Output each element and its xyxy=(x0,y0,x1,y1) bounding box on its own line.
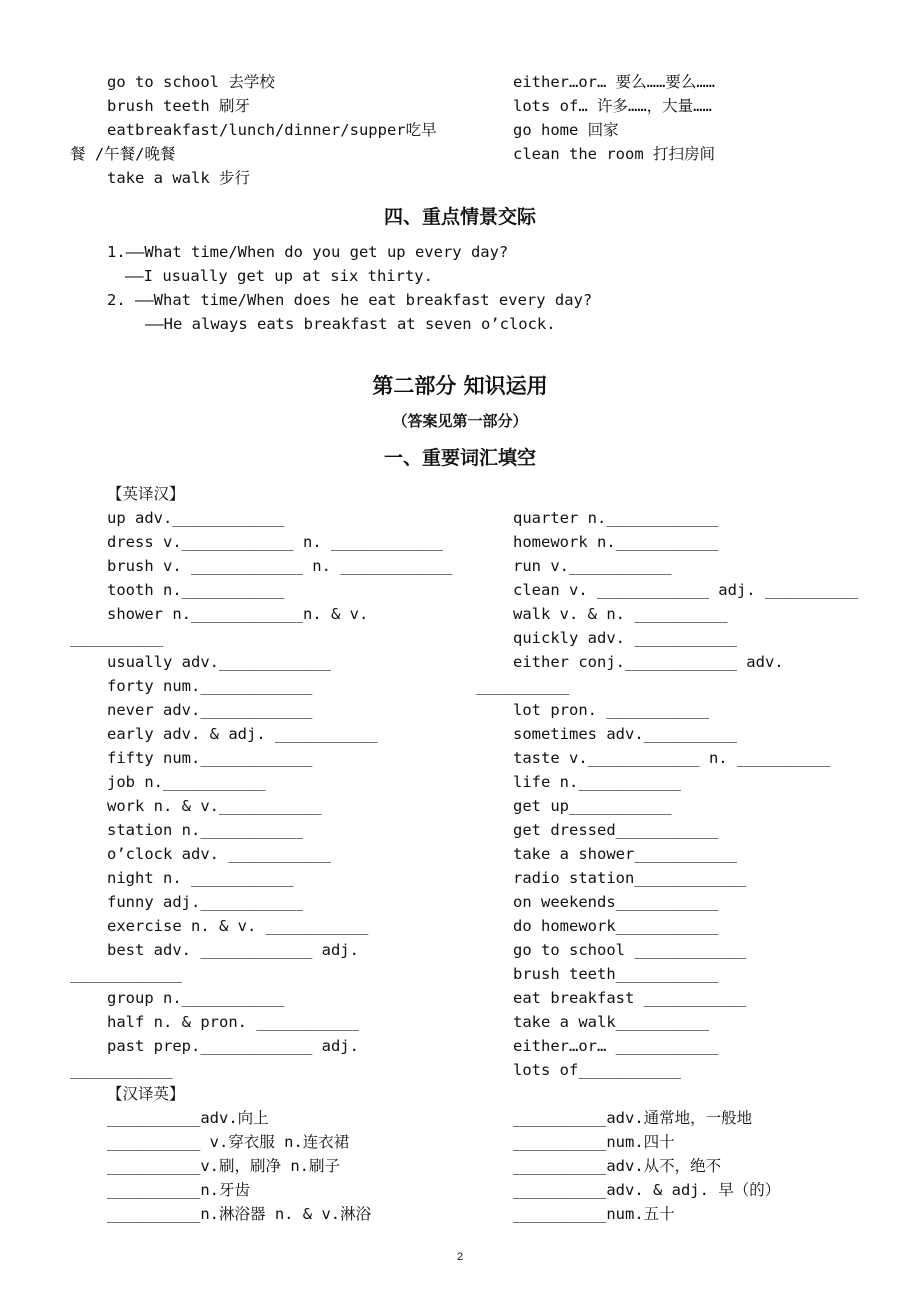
phrase-eat-meals: eatbreakfast/lunch/dinner/supper吃早 xyxy=(107,121,437,139)
vocab-item: lot pron. ___________ xyxy=(513,701,709,719)
vocab-item: __________num.四十 xyxy=(513,1133,675,1151)
vocab-item: get dressed___________ xyxy=(513,821,719,839)
vocab-item: get up___________ xyxy=(513,797,672,815)
phrase-clean-room: clean the room 打扫房间 xyxy=(513,145,715,163)
vocab-item: work n. & v.___________ xyxy=(107,797,322,815)
phrase-lots-of: lots of… 许多……，大量…… xyxy=(513,97,712,115)
phrase-brush-teeth: brush teeth 刷牙 xyxy=(107,97,250,115)
vocab-item: group n.___________ xyxy=(107,989,285,1007)
vocab-item: funny adj.___________ xyxy=(107,893,303,911)
dialogue-line-3: 2. ——What time/When does he eat breakfast every day? xyxy=(107,291,593,309)
vocab-item: up adv.____________ xyxy=(107,509,285,527)
vocab-item-cont: __________ xyxy=(476,677,570,695)
vocab-item: __________v.刷，刷净 n.刷子 xyxy=(107,1157,340,1175)
vocab-item: either…or… ___________ xyxy=(513,1037,719,1055)
vocab-item: radio station____________ xyxy=(513,869,747,887)
vocab-item: taste v.____________ n. __________ xyxy=(513,749,831,767)
phrase-take-a-walk: take a walk 步行 xyxy=(107,169,250,187)
vocab-item: fifty num.____________ xyxy=(107,749,313,767)
vocab-item: walk v. & n. __________ xyxy=(513,605,728,623)
vocab-item: either conj.____________ adv. xyxy=(513,653,784,671)
vocab-item: on weekends___________ xyxy=(513,893,719,911)
vocab-item: half n. & pron. ___________ xyxy=(107,1013,359,1031)
vocab-item: __________adv.通常地，一般地 xyxy=(513,1109,753,1127)
dialogue-line-1: 1.——What time/When do you get up every day? xyxy=(107,243,509,261)
vocab-item: __________adv.向上 xyxy=(107,1109,269,1127)
vocab-item: brush teeth___________ xyxy=(513,965,719,983)
vocab-item: sometimes adv.__________ xyxy=(513,725,737,743)
vocab-item: tooth n.___________ xyxy=(107,581,285,599)
vocab-item: __________num.五十 xyxy=(513,1205,675,1223)
vocab-item: never adv.____________ xyxy=(107,701,313,719)
vocab-item: do homework___________ xyxy=(513,917,719,935)
vocab-item: job n.___________ xyxy=(107,773,266,791)
vocab-item: __________adv.从不，绝不 xyxy=(513,1157,722,1175)
vocab-item: go to school ____________ xyxy=(513,941,747,959)
part2-title: 第二部分 知识运用 xyxy=(372,374,548,398)
vocab-item: night n. ___________ xyxy=(107,869,294,887)
vocab-item: quarter n.____________ xyxy=(513,509,719,527)
vocab-item: life n.___________ xyxy=(513,773,681,791)
vocab-item: dress v.____________ n. ____________ xyxy=(107,533,443,551)
vocab-item: usually adv.____________ xyxy=(107,653,331,671)
vocab-item: early adv. & adj. ___________ xyxy=(107,725,378,743)
page-number: 2 xyxy=(456,1251,464,1263)
phrase-go-home: go home 回家 xyxy=(513,121,619,139)
vocab-item: brush v. ____________ n. ____________ xyxy=(107,557,453,575)
vocab-item-cont: __________ xyxy=(70,629,164,647)
vocab-item: __________n.牙齿 xyxy=(107,1181,250,1199)
phrase-eat-meals-cont: 餐 /午餐/晚餐 xyxy=(70,145,176,163)
vocab-item: take a shower___________ xyxy=(513,845,737,863)
vocab-section-heading: 一、重要词汇填空 xyxy=(383,447,536,469)
vocab-item: __________n.淋浴器 n. & v.淋浴 xyxy=(107,1205,372,1223)
vocab-item: quickly adv. ___________ xyxy=(513,629,737,647)
c2e-label: 【汉译英】 xyxy=(107,1085,185,1103)
vocab-item: forty num.____________ xyxy=(107,677,313,695)
vocab-item: o’clock adv. ___________ xyxy=(107,845,331,863)
phrase-go-to-school: go to school 去学校 xyxy=(107,73,275,91)
dialogue-line-2: ——I usually get up at six thirty. xyxy=(125,267,433,285)
vocab-item: __________adv. & adj. 早（的） xyxy=(513,1181,781,1199)
phrase-either-or: either…or… 要么……要么…… xyxy=(513,73,715,91)
vocab-item: lots of___________ xyxy=(513,1061,681,1079)
section4-heading: 四、重点情景交际 xyxy=(383,206,536,228)
vocab-item: past prep.____________ adj. xyxy=(107,1037,359,1055)
vocab-item: station n.___________ xyxy=(107,821,303,839)
vocab-item: __________ v.穿衣服 n.连衣裙 xyxy=(107,1133,350,1151)
vocab-item-cont: ___________ xyxy=(70,1061,173,1079)
vocab-item: best adv. ____________ adj. xyxy=(107,941,359,959)
vocab-item: homework n.___________ xyxy=(513,533,719,551)
vocab-item-cont: ____________ xyxy=(70,965,182,983)
vocab-item: eat breakfast ___________ xyxy=(513,989,747,1007)
vocab-item: take a walk__________ xyxy=(513,1013,709,1031)
dialogue-line-4: ——He always eats breakfast at seven o’clock. xyxy=(145,315,556,333)
e2c-label: 【英译汉】 xyxy=(107,485,185,503)
part2-note: （答案见第一部分） xyxy=(392,412,528,430)
vocab-item: clean v. ____________ adj. __________ xyxy=(513,581,859,599)
vocab-item: run v.___________ xyxy=(513,557,672,575)
vocab-item: shower n.____________n. & v. xyxy=(107,605,369,623)
vocab-item: exercise n. & v. ___________ xyxy=(107,917,369,935)
